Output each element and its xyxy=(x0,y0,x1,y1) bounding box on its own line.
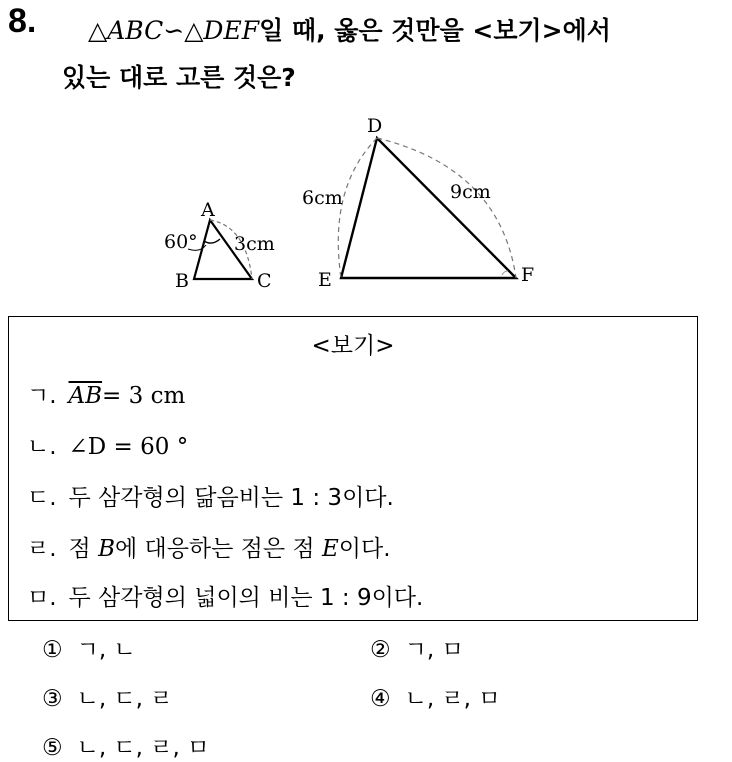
item-marker: ㄷ. xyxy=(27,485,57,511)
item-marker: ㄴ. xyxy=(27,434,57,460)
choice-4[interactable] xyxy=(370,680,501,713)
choice-number: ④ xyxy=(370,686,391,712)
bogi-item-1 xyxy=(27,377,185,410)
triangle-abc xyxy=(164,199,275,292)
item-marker: ㅁ. xyxy=(27,585,57,611)
vertex-c: C xyxy=(257,270,272,292)
item-text-post: 이다. xyxy=(338,536,391,562)
item-text: 두 삼각형의 넓이의 비는 1 : 9이다. xyxy=(68,585,424,611)
question-text-1: 일 때, 옳은 것만을 <보기>에서 xyxy=(259,16,611,45)
vertex-e: E xyxy=(318,269,332,291)
vertex-f: F xyxy=(521,264,535,286)
choice-text: ㄱ, ㅁ xyxy=(404,637,464,663)
bogi-item-2 xyxy=(27,428,188,461)
choice-number: ② xyxy=(370,637,391,663)
triangles-figure xyxy=(150,108,540,293)
triangle-def xyxy=(302,115,534,291)
choice-text: ㄴ, ㄷ, ㄹ xyxy=(76,686,173,712)
similarity-expression: △ABC∽△DEF xyxy=(88,16,260,45)
item-text-pre: 점 xyxy=(68,536,99,562)
bogi-item-5 xyxy=(27,579,423,612)
side-de-label: 6cm xyxy=(302,187,343,209)
question-line-2: 있는 대로 고른 것은? xyxy=(62,63,296,92)
bogi-box xyxy=(8,316,698,621)
side-df-label: 9cm xyxy=(450,181,491,203)
choice-1[interactable] xyxy=(42,631,136,664)
item-text: 두 삼각형의 닮음비는 1 : 3이다. xyxy=(68,485,394,511)
side-ac-label: 3cm xyxy=(234,233,275,255)
choice-text: ㄴ, ㄹ, ㅁ xyxy=(404,686,501,712)
angle-a-label: 60° xyxy=(164,231,198,253)
bogi-item-4 xyxy=(27,530,391,563)
choice-number: ⑤ xyxy=(42,735,63,761)
choice-5[interactable] xyxy=(42,729,209,762)
choice-3[interactable] xyxy=(42,680,173,713)
choice-text: ㄱ, ㄴ xyxy=(76,637,136,663)
item-marker: ㄱ. xyxy=(27,383,57,409)
choice-text: ㄴ, ㄷ, ㄹ, ㅁ xyxy=(76,735,210,761)
item-text-mid: 에 대응하는 점은 점 xyxy=(114,536,322,562)
vertex-d: D xyxy=(367,115,383,137)
point-e: E xyxy=(321,536,339,562)
point-b: B xyxy=(98,536,115,562)
bogi-title: <보기> xyxy=(311,333,395,359)
item-marker: ㄹ. xyxy=(27,536,57,562)
choice-number: ③ xyxy=(42,686,63,712)
choice-2[interactable] xyxy=(370,631,464,664)
choice-number: ① xyxy=(42,637,63,663)
question-line-1 xyxy=(88,11,611,47)
segment-ab: $\overline{AB}$ xyxy=(68,383,103,409)
vertex-b: B xyxy=(175,270,189,292)
item-text: ∠D = 60 ° xyxy=(68,434,189,460)
vertex-a: A xyxy=(201,199,215,221)
bogi-item-3 xyxy=(27,479,394,512)
item-text: = 3 cm xyxy=(102,383,186,409)
question-number: 8. xyxy=(8,2,37,40)
